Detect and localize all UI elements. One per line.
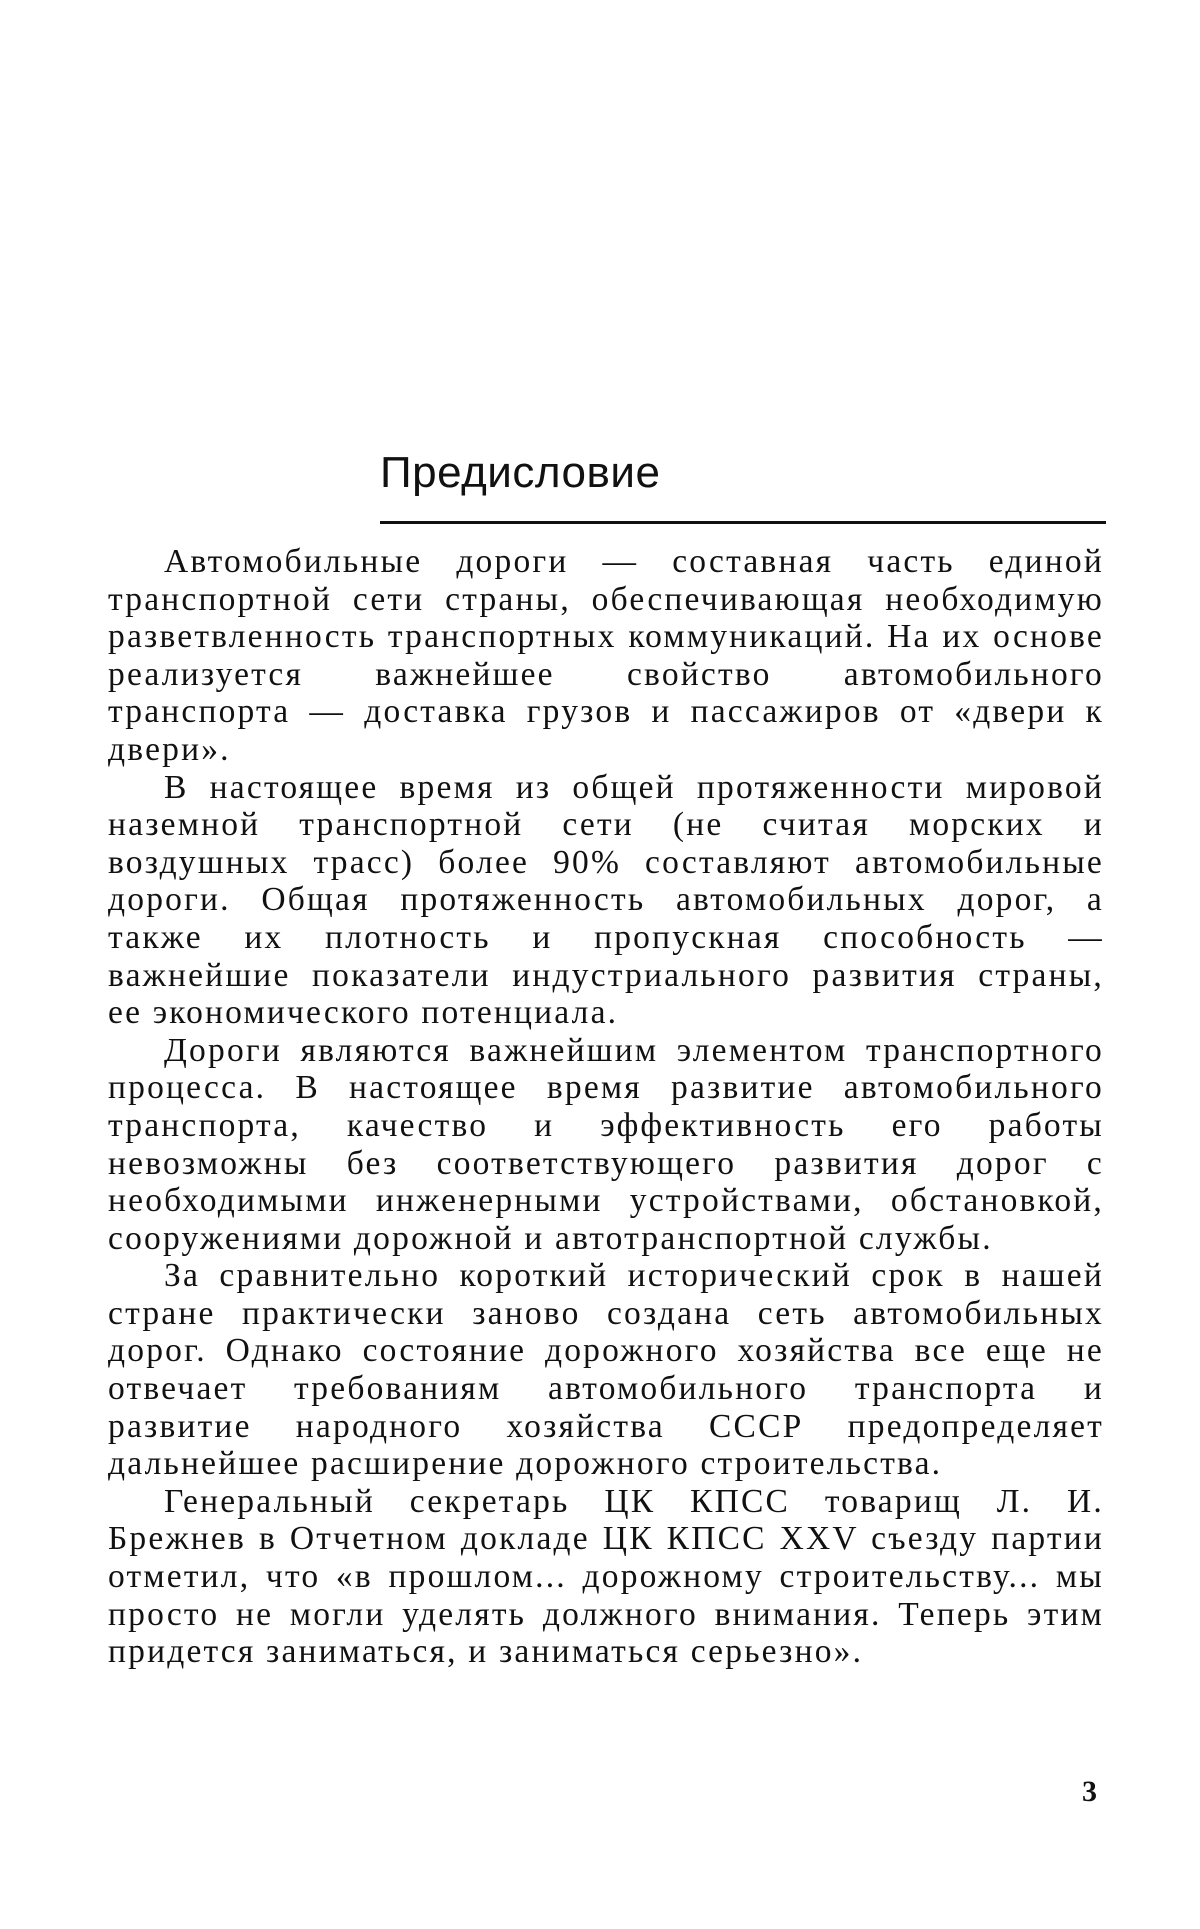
page-number: 3: [1082, 1775, 1097, 1808]
paragraph-4: За сравнительно короткий исторический срок в нашей стране практически заново создана сеть автомобильных дорог. Однако состояние дорожного хозяйства все еще не отвечает требованиям автомобильного транспорта и развитие народного хозяйства СССР предопределяет дальнейшее расширение дорожного строительства.: [108, 1257, 1104, 1483]
paragraph-1: Автомобильные дороги — составная часть единой транспортной сети страны, обеспечивающая необходимую разветвленность транспортных коммуникаций. На их основе реализуется важнейшее свойство автомобильного транспорта — доставка грузов и пассажиров от «двери к двери».: [108, 543, 1104, 768]
body-text: [108, 543, 1104, 1671]
paragraph-5: Генеральный секретарь ЦК КПСС товарищ Л. И. Брежнев в Отчетном докладе ЦК КПСС XXV съезду партии отметил, что «в прошлом... дорожному строительству... мы просто не могли уделять должного внимания. Теперь этим придется заниматься, и заниматься серьезно».: [108, 1482, 1104, 1671]
chapter-heading: Предисловие: [380, 448, 661, 497]
paragraph-2: В настоящее время из общей протяженности мировой наземной транспортной сети (не считая морских и воздушных трасс) более 90% составляют автомобильные дороги. Общая протяженность автомобильных дорог, а также их плотность и пропускная способность — важнейшие показатели индустриального развития страны, ее экономического потенциала.: [108, 768, 1104, 1032]
paragraph-3: Дороги являются важнейшим элементом транспортного процесса. В настоящее время развитие автомобильного транспорта, качество и эффективность его работы невозможны без соответствующего развития дорог с необходимыми инженерными устройствами, обстановкой, сооружениями дорожной и автотранспортной службы.: [108, 1031, 1104, 1257]
heading-rule: [380, 521, 1106, 524]
